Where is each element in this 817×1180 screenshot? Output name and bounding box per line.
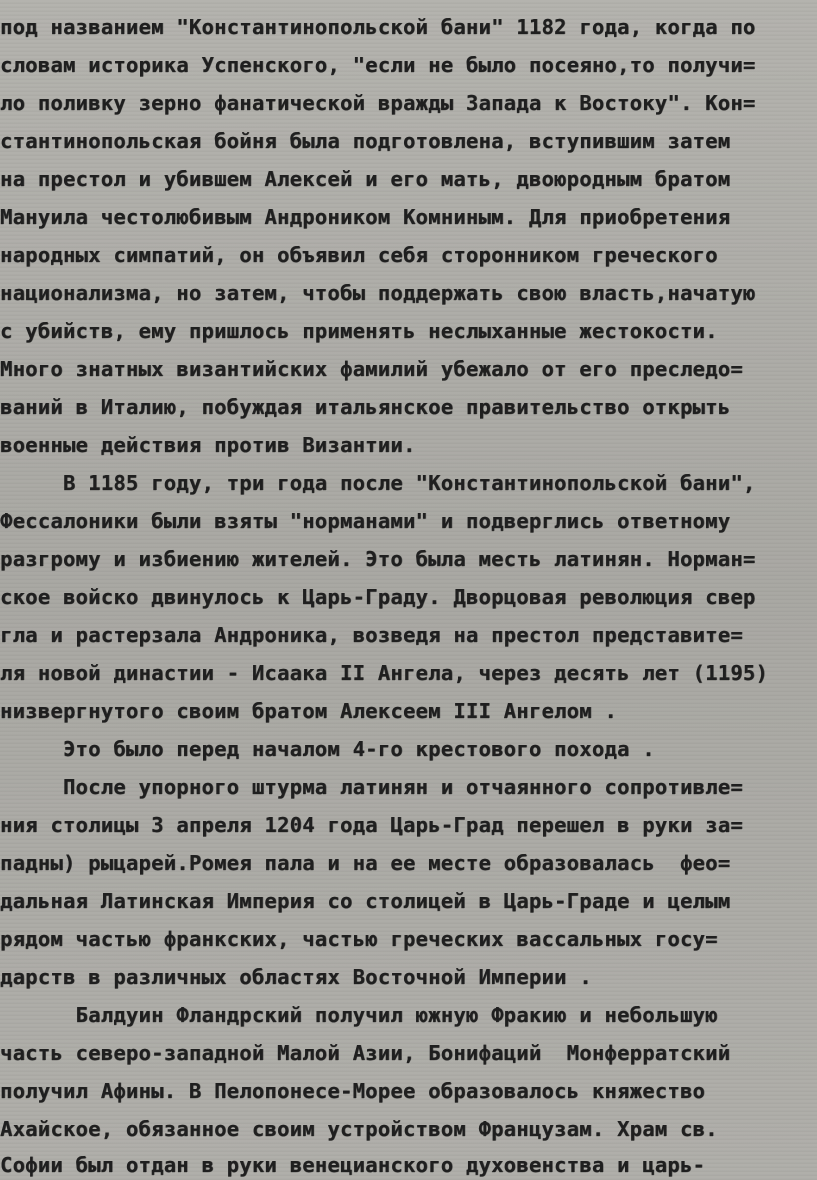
text-line: Ахайское, обязанное своим устройством Французам. Храм св. [0,1117,718,1141]
text-line: получил Афины. В Пелопонесе-Морее образовалось княжество [0,1079,706,1103]
text-line: Фессалоники были взяты "норманами" и подверглись ответному [0,509,731,533]
text-line: низвергнутого своим братом Алексеем III Ангелом . [0,699,618,723]
text-line: ло поливку зерно фанатической вражды Запада к Востоку". Кон= [0,91,756,115]
text-line: Софии был отдан в руки венецианского духовенства и царь- [0,1153,706,1177]
text-line: военные действия против Византии. [0,433,416,457]
text-line: Балдуин Фландрский получил южную Фракию и небольшую [0,1003,718,1027]
text-line: на престол и убившем Алексей и его мать, двоюродным братом [0,167,731,191]
text-line: ваний в Италию, побуждая итальянское правительство открыть [0,395,731,419]
text-line: Много знатных византийских фамилий убежало от его преследо= [0,357,743,381]
text-line: часть северо-западной Малой Азии, Бонифаций Монферратский [0,1041,731,1065]
text-line: словам историка Успенского, "если не было посеяно,то получи= [0,53,756,77]
text-line: национализма, но затем, чтобы поддержать свою власть,начатую [0,281,756,305]
text-line: дальная Латинская Империя со столицей в Царь-Граде и целым [0,889,731,913]
text-line: народных симпатий, он объявил себя сторонником греческого [0,243,718,267]
text-line: дарств в различных областях Восточной Империи . [0,965,592,989]
text-line: под названием "Константинопольской бани" 1182 года, когда по [0,15,756,39]
text-line: ское войско двинулось к Царь-Граду. Дворцовая революция свер [0,585,756,609]
text-line: После упорного штурма латинян и отчаянного сопротивле= [0,775,743,799]
text-line: с убийств, ему пришлось применять неслыханные жестокости. [0,319,718,343]
text-line: стантинопольская бойня была подготовлена, вступившим затем [0,129,731,153]
text-line: рядом частью франкских, частью греческих вассальных госу= [0,927,718,951]
text-line: ния столицы 3 апреля 1204 года Царь-Град перешел в руки за= [0,813,743,837]
text-line: В 1185 году, три года после "Константинопольской бани", [0,471,756,495]
text-line: падны) рыцарей.Ромея пала и на ее месте образовалась фео= [0,851,731,875]
text-line: разгрому и избиению жителей. Это была месть латинян. Норман= [0,547,756,571]
text-line: гла и растерзала Андроника, возведя на престол представите= [0,623,743,647]
text-line: ля новой династии - Исаака II Ангела, через десять лет (1195) [0,661,769,685]
text-line: Мануила честолюбивым Андроником Комниным. Для приобретения [0,205,731,229]
text-line: Это было перед началом 4-го крестового похода . [0,737,655,761]
